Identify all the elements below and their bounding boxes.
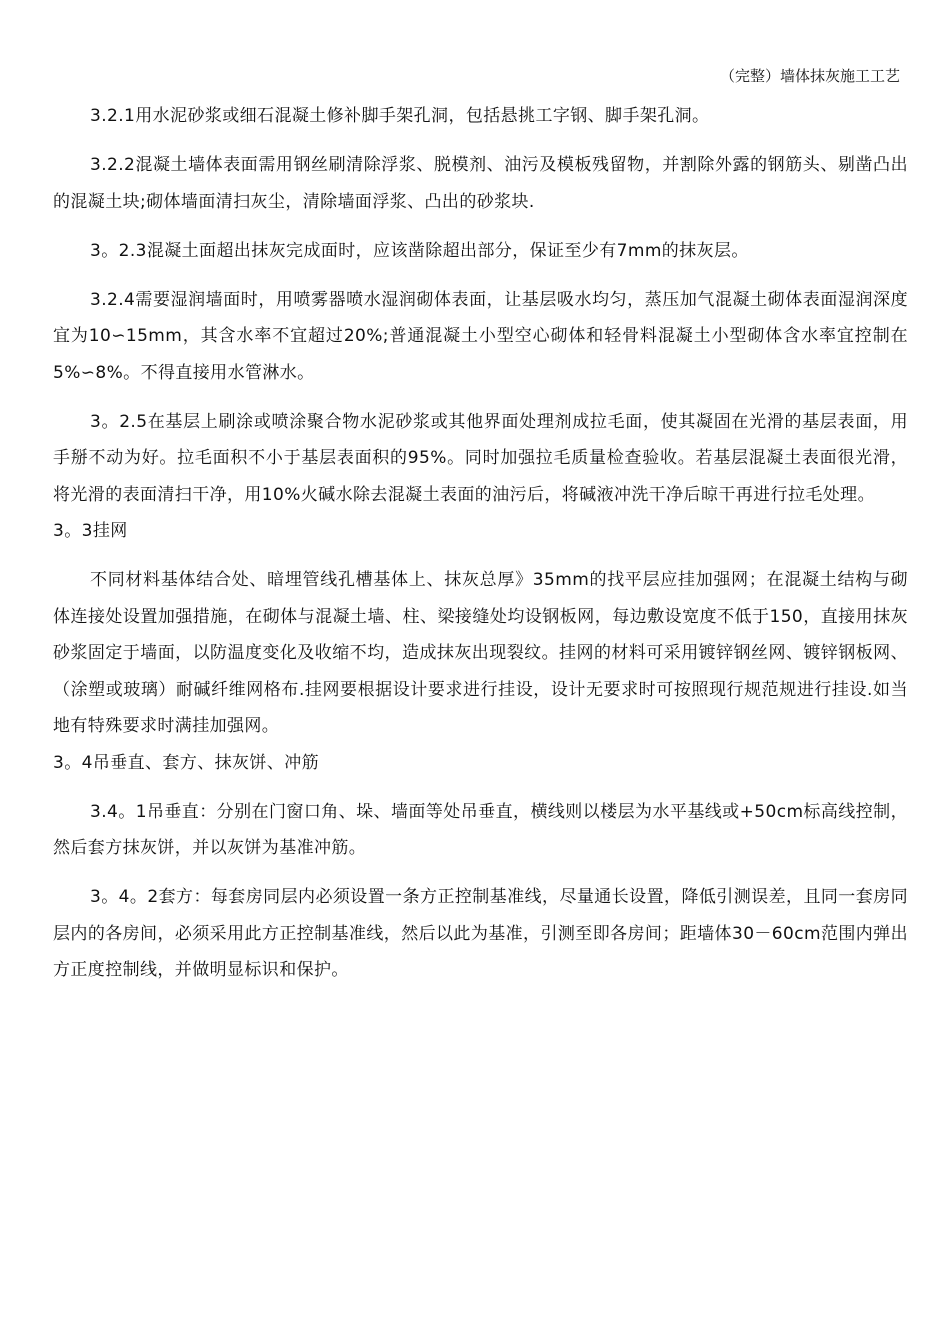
document-body <box>53 98 908 989</box>
document-header-title: （完整）墙体抹灰施工工艺 <box>719 67 900 85</box>
paragraph-3-2-5: 3。2.5在基层上刷涂或喷涂聚合物水泥砂浆或其他界面处理剂成拉毛面，使其凝固在光滑的基层表面，用手掰不动为好。拉毛面积不小于基层表面积的95%。同时加强拉毛质量检查验收。若基层混凝土表面很光滑，将光滑的表面清扫干净，用10%火碱水除去混凝土表面的油污后，将碱液冲洗干净后晾干再进行拉毛处理。 <box>53 411 908 505</box>
paragraph-3-4-2: 3。4。2套方：每套房同层内必须设置一条方正控制基准线，尽量通长设置，降低引测误差，且同一套房同层内的各房间，必须采用此方正控制基准线，然后以此为基准，引测至即各房间；距墙体30－60cm范围内弹出方正度控制线，并做明显标识和保护。 <box>53 887 908 980</box>
paragraph-3-4-1: 3.4。1吊垂直：分别在门窗口角、垛、墙面等处吊垂直，横线则以楼层为水平基线或+50cm标高线控制，然后套方抹灰饼，并以灰饼为基准冲筋。 <box>53 801 908 858</box>
paragraph-3-2-2: 3.2.2混凝土墙体表面需用钢丝刷清除浮浆、脱模剂、油污及模板残留物，并割除外露的钢筋头、剔凿凸出的混凝土块;砌体墙面清扫灰尘，清除墙面浮浆、凸出的砂浆块. <box>53 155 908 212</box>
paragraph-3-2-1: 3.2.1用水泥砂浆或细石混凝土修补脚手架孔洞，包括悬挑工字钢、脚手架孔洞。 <box>90 106 710 126</box>
section-heading-3-4: 3。4吊垂直、套方、抹灰饼、冲筋 <box>53 752 320 773</box>
paragraph-3-2-3: 3。2.3混凝土面超出抹灰完成面时，应该凿除超出部分，保证至少有7mm的抹灰层。 <box>90 240 749 261</box>
section-heading-3-3: 3。3挂网 <box>53 521 128 541</box>
paragraph-3-2-4: 3.2.4需要湿润墙面时，用喷雾器喷水湿润砌体表面，让基层吸水均匀，蒸压加气混凝土砌体表面湿润深度宜为10∽15mm，其含水率不宜超过20%;普通混凝土小型空心砌体和轻骨料混凝土小型砌体含水率宜控制在5%∽8%。不得直接用水管淋水。 <box>53 289 908 383</box>
paragraph-3-3-body: 不同材料基体结合处、暗埋管线孔槽基体上、抹灰总厚》35mm的找平层应挂加强网；在混凝土结构与砌体连接处设置加强措施，在砌体与混凝土墙、柱、梁接缝处均设钢板网，每边敷设宽度不低于150，直接用抹灰砂浆固定于墙面，以防温度变化及收缩不均，造成抹灰出现裂纹。挂网的材料可采用镀锌钢丝网、镀锌钢板网、（涂塑或玻璃）耐碱纤维网格布.挂网要根据设计要求进行挂设，设计无要求时可按照现行规范规进行挂设.如当地有特殊要求时满挂加强网。 <box>53 570 908 736</box>
